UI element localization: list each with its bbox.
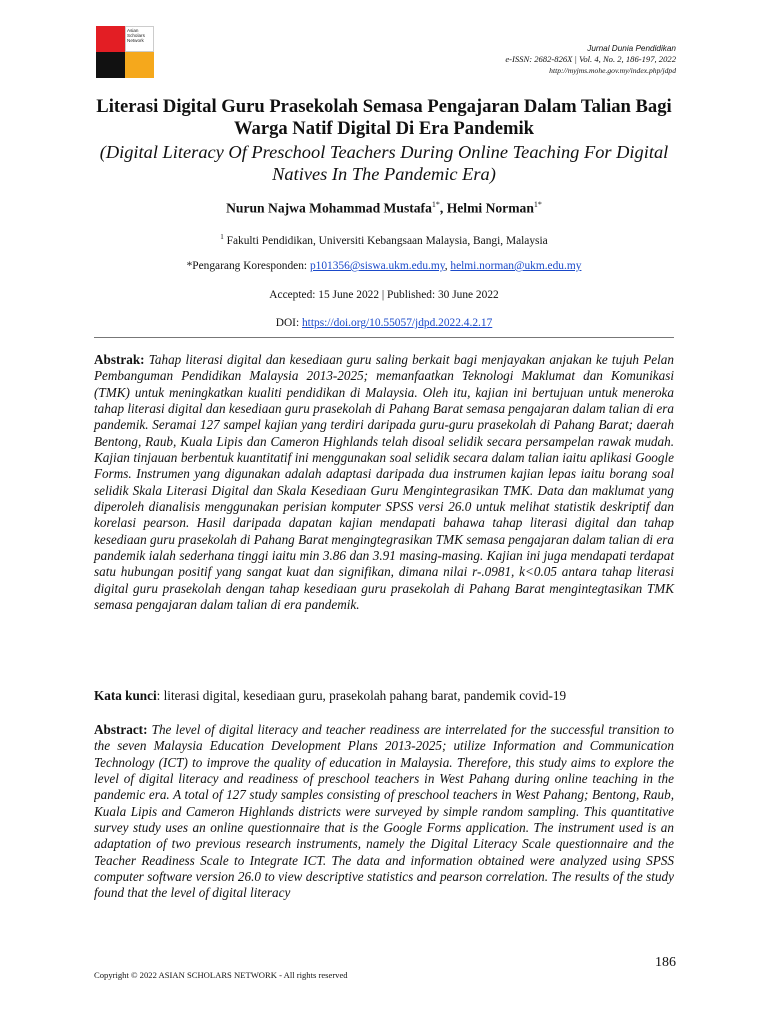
logo-text: Asian Scholars Network (127, 28, 145, 44)
email-link[interactable]: helmi.norman@ukm.edu.my (450, 260, 582, 272)
keywords-text: : literasi digital, kesediaan guru, prasekolah pahang barat, pandemik covid-19 (156, 688, 567, 703)
journal-issn: e-ISSN: 2682-826X | Vol. 4, No. 2, 186-197, 2022 (505, 54, 676, 64)
logo-red-square (96, 26, 125, 52)
journal-url[interactable]: http://myjms.mohe.gov.my/index.php/jdpd (549, 66, 676, 75)
paper-title-malay: Literasi Digital Guru Prasekolah Semasa Pengajaran Dalam Talian Bagi Warga Natif Digital Di Era Pandemik (96, 96, 672, 139)
email-link[interactable]: p101356@siswa.ukm.edu.my (309, 260, 445, 272)
keywords-label: Kata kunci (94, 688, 157, 703)
author-superscript: 1* (431, 200, 440, 209)
abstrak-label: Abstrak: (94, 352, 145, 367)
doi (94, 317, 674, 329)
header-divider (94, 337, 674, 338)
logo-yellow-square (125, 52, 154, 78)
paper-title-english: (Digital Literacy Of Preschool Teachers During Online Teaching For Digital Natives In The Pandemic Era) (99, 142, 669, 184)
abstrak-text: Tahap literasi digital dan kesediaan guru saling berkait bagi menjayakan anjakan ke tujuh Pelan Pembanguman Pendidikan Malaysia 2013-2025; memanfaatkan Teknologi Maklumat dan Komunikasi (TMK) untuk meningkatkan kualiti pendidikan di Malaysia. Oleh itu, kajian ini bertujuan untuk meneroka tahap literasi digital dan kesediaan guru prasekolah di Pahang Barat semasa pengajaran dalam talian di era pandemik. Seramai 127 sampel kajian yang terdiri daripada guru-guru prasekolah di Pahang Barat; daerah Bentong, Raub, Kuala Lipis dan Cameron Highlands telah disoal selidik secara persampelan rawak mudah. Kajian tinjauan berbentuk kuantitatif ini menggunakan soal selidik secara dalam talian iaitu aplikasi Google Forms. Instrumen yang digunakan adalah adaptasi daripada dua instrumen kajian lepas iaitu borang soal selidik Skala Literasi Digital dan Skala Kesediaan Guru Mengintegrasikan TMK. Data dan maklumat yang diperoleh dianalisis menggunakan perisian komputer SPSS versi 26.0 untuk melihat statistik deskriptif dan korelasi pearson. Hasil daripada dapatan kajian mendapati bahawa tahap literasi digital dan tahap kesediaan guru prasekolah di Pahang Barat mengingtegrasikan TMK semasa pengajaran dalam talian di era pandemik ialah sederhana tinggi iaitu min 3.86 dan 3.91 masing-masing. Kajian ini juga mendapati terdapat satu hubungan positif yang sangat kuat dan signifikan, dimana nilai r-.0981, k<0.05 antara tahap literasi digital guru prasekolah dengan tahap kesediaan guru prasekolah di Pahang Barat mengintegtasikan TMK semasa pengajaran dalam talian di era pandemik. (94, 352, 674, 613)
doi-label: DOI: (275, 317, 302, 329)
author-separator: , (439, 200, 447, 216)
affiliation-text: Fakulti Pendidikan, Universiti Kebangsaan Malaysia, Bangi, Malaysia (223, 234, 548, 247)
affiliation-superscript: 1 (220, 233, 224, 241)
corresponding-label: *Pengarang Koresponden: (186, 260, 310, 272)
corresponding-author (94, 260, 674, 272)
abstract-label: Abstract: (94, 722, 148, 737)
journal-info (505, 43, 676, 76)
publication-dates: Accepted: 15 June 2022 | Published: 30 June 2022 (269, 289, 499, 301)
email-separator: , (444, 260, 451, 272)
abstract-paragraph (94, 722, 674, 926)
doi-link[interactable]: https://doi.org/10.55057/jdpd.2022.4.2.17 (301, 317, 493, 329)
abstrak-paragraph (94, 352, 674, 614)
affiliation (94, 233, 674, 247)
author-list (94, 200, 674, 217)
logo-black-square (96, 52, 125, 78)
journal-logo (96, 26, 154, 78)
copyright-notice: Copyright © 2022 ASIAN SCHOLARS NETWORK - All rights reserved (94, 970, 348, 980)
author-superscript: 1* (533, 200, 542, 209)
author-name: Helmi Norman (446, 200, 534, 216)
journal-name: Jurnal Dunia Pendidikan (587, 44, 676, 53)
keywords-paragraph (94, 688, 674, 704)
page-number: 186 (655, 955, 676, 970)
abstract-text: The level of digital literacy and teacher readiness are interrelated for the successful transition to the seven Malaysia Education Development Plans 2013-2025; utilize Information and Communication Technology (ICT) to improve the quality of education in Malaysia. Therefore, this study aims to explore the level of digital literacy and readiness of preschool teachers in West Pahang during online teaching in the pandemic era. A total of 127 study samples consisting of preschool teachers in West Pahang; Bentong, Raub, Kuala Lipis and Cameron Highlands districts were surveyed by simple random sampling. This quantitative survey study uses an online questionnaire that is the Google Forms application. The instrument used is an adaptation of two previous research instruments, namely the Digital Literacy Scale questionnaire and the Teacher Readiness Scale to Integrate ICT. The data and information obtained were analyzed using SPSS computer software version 26.0 to view descriptive statistics and pearson correlation. The results of the study found that the level of digital literacy (94, 722, 674, 901)
author-name: Nurun Najwa Mohammad Mustafa (226, 200, 432, 216)
